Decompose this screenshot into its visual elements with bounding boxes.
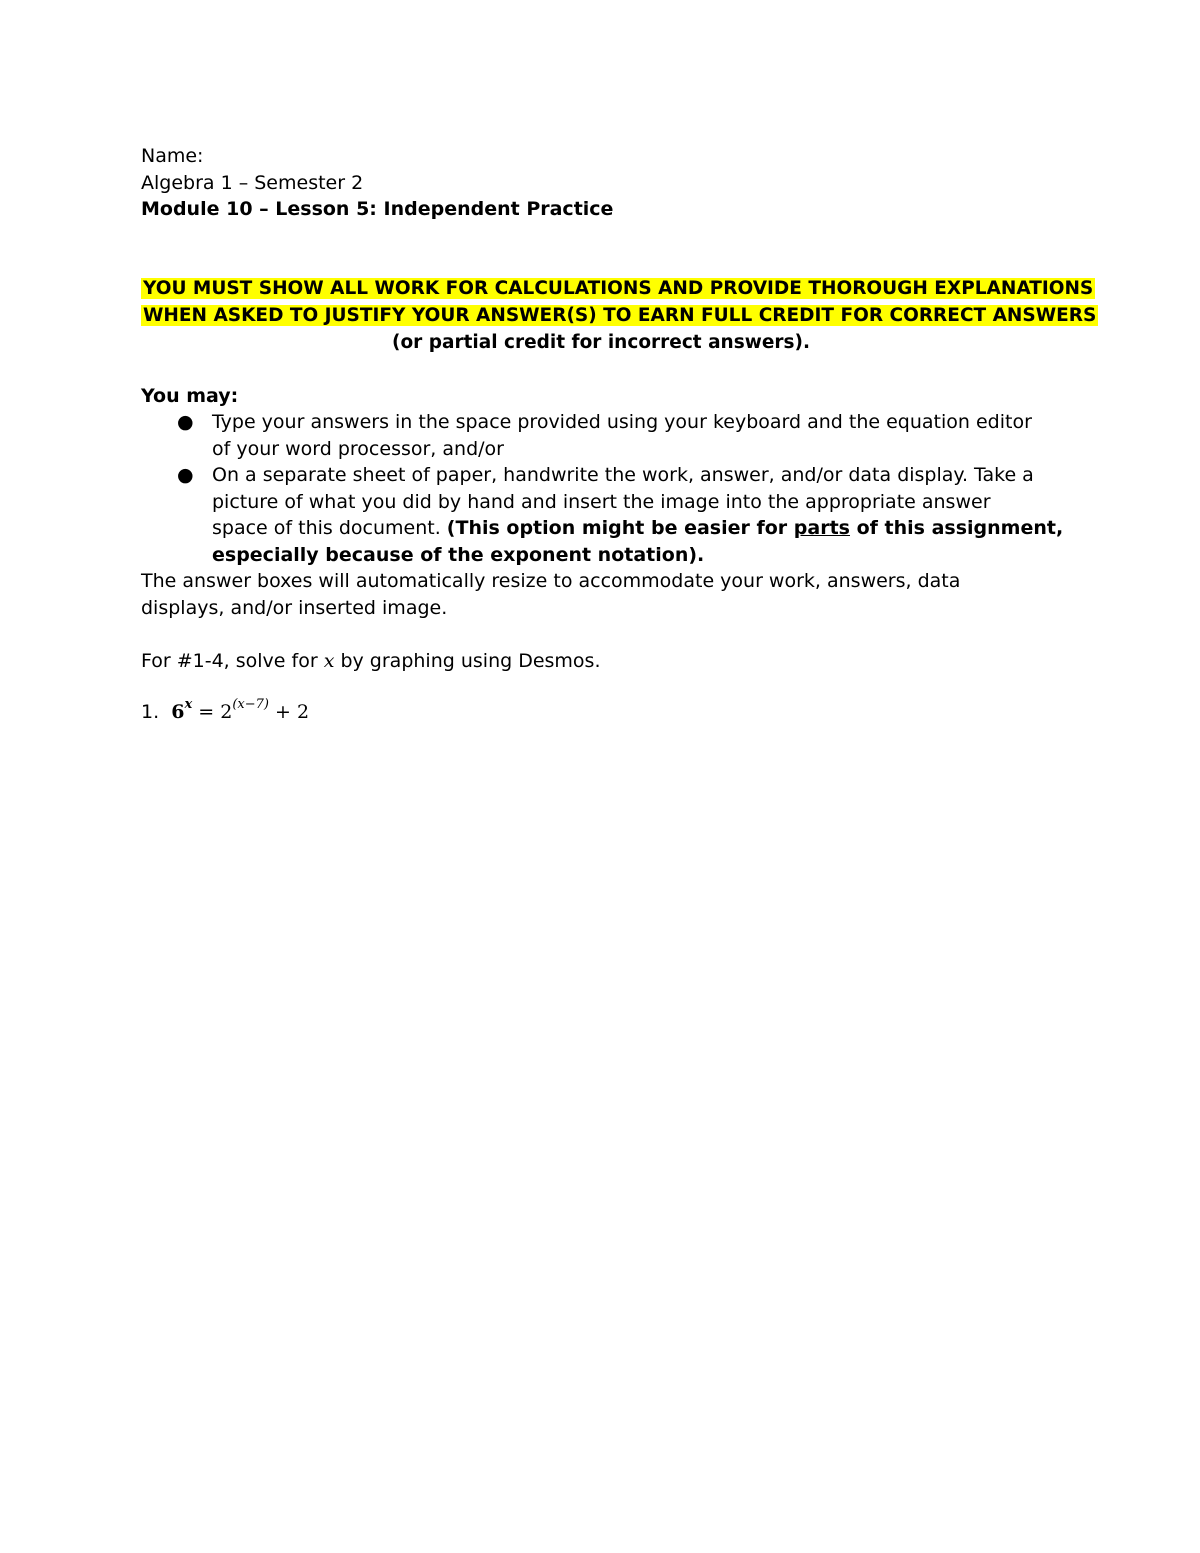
bullet-icon: ● <box>177 464 194 486</box>
option-1-line-1: Type your answers in the space provided using your keyboard and the equation editor <box>212 411 1032 433</box>
instructions-prefix: For #1-4, solve for <box>141 650 324 672</box>
name-label: Name: <box>141 145 204 167</box>
document-page <box>141 143 1097 725</box>
options-list <box>141 409 1064 568</box>
equation-tail: + 2 <box>268 700 310 723</box>
option-2-parts-emphasis: parts <box>793 517 850 539</box>
instructions <box>141 648 1061 675</box>
resize-note-line-1: The answer boxes will automatically resize to accommodate your work, answers, data <box>141 570 961 592</box>
options-section <box>141 383 1064 622</box>
equation-exp-right: (x−7) <box>232 696 269 712</box>
problem-1-equation <box>171 696 310 723</box>
option-1-line-2: of your word processor, and/or <box>212 437 504 460</box>
equation-exp-left: x <box>184 696 193 712</box>
notice-line-1: YOU MUST SHOW ALL WORK FOR CALCULATIONS AND PROVIDE THOROUGH EXPLANATIONS <box>143 277 1094 299</box>
option-2-line-1: On a separate sheet of paper, handwrite the work, answer, and/or data display. Take a <box>212 464 1034 486</box>
bullet-icon: ● <box>177 411 194 433</box>
equation-base-left: 6 <box>171 700 185 723</box>
instructions-variable: x <box>323 650 335 672</box>
notice-line-3: (or partial credit for incorrect answers). <box>391 331 810 353</box>
course-title: Algebra 1 – Semester 2 <box>141 171 364 194</box>
notice-line-2: WHEN ASKED TO JUSTIFY YOUR ANSWER(S) TO EARN FULL CREDIT FOR CORRECT ANSWERS <box>143 304 1097 326</box>
option-2-line-3-b: (This option might be easier for <box>446 517 794 539</box>
lesson-title: Module 10 – Lesson 5: Independent Practice <box>141 198 614 220</box>
problem-number: 1. <box>141 700 160 723</box>
equation-equals: = <box>192 700 221 723</box>
equation-base-right: 2 <box>220 700 233 723</box>
options-heading: You may: <box>141 384 239 407</box>
list-item <box>141 409 1061 462</box>
problem-1 <box>141 696 1061 726</box>
list-item <box>141 462 1064 568</box>
resize-note-line-2: displays, and/or inserted image. <box>141 596 448 619</box>
option-2-line-3 <box>212 515 1064 542</box>
option-2-line-2: picture of what you did by hand and insert the image into the appropriate answer <box>212 490 991 513</box>
work-notice <box>141 275 1097 356</box>
instructions-suffix: by graphing using Desmos. <box>334 650 601 672</box>
option-2-line-3-a: space of this document. <box>212 517 447 539</box>
option-2-line-4: especially because of the exponent notation). <box>212 543 705 566</box>
option-2-line-3-d: of this assignment, <box>849 517 1064 539</box>
